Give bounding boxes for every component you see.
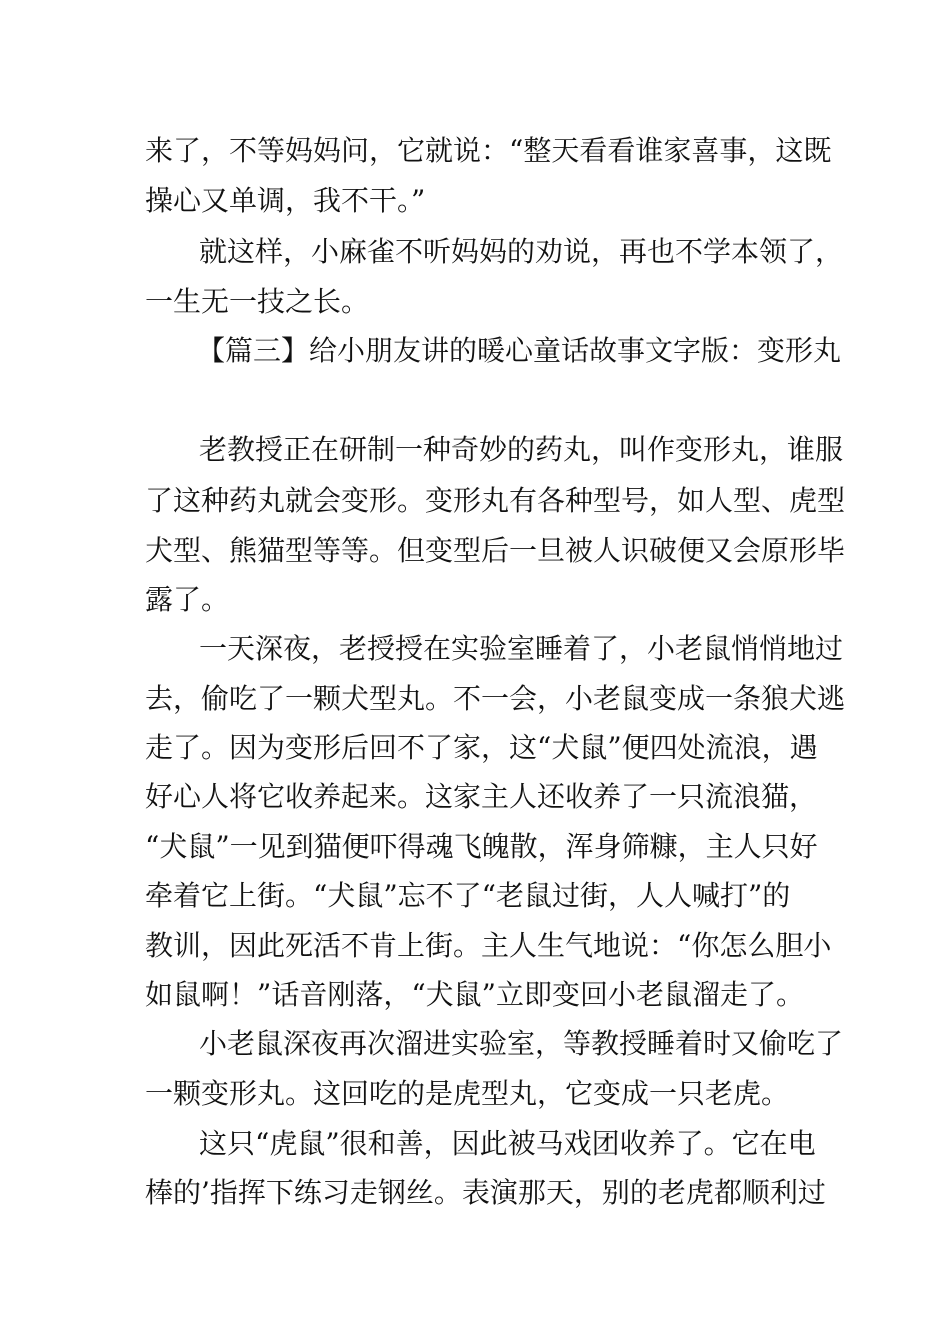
text-line: 露了。 [145,583,230,616]
text-line: 犬型、熊猫型等等。但变型后一旦被人识破便又会原形毕 [145,534,846,567]
text-line: 好心人将它收养起来。这家主人还收养了一只流浪猫， [145,780,818,813]
text-line: 老教授正在研制一种奇妙的药丸，叫作变形丸，谁服 [199,433,844,466]
text-line: 如鼠啊！”话音刚落，“犬鼠”立即变回小老鼠溜走了。 [145,978,804,1011]
text-line: “犬鼠”一见到猫便吓得魂飞魄散，浑身筛糠，主人只好 [145,830,818,863]
text-line: 小老鼠深夜再次溜进实验室，等教授睡着时又偷吃了 [199,1027,844,1060]
section-heading: 【篇三】给小朋友讲的暖心童话故事文字版：变形丸 [197,334,842,367]
text-line: 这只“虎鼠”很和善，因此被马戏团收养了。它在电 [199,1127,816,1160]
text-line: 了这种药丸就会变形。变形丸有各种型号，如人型、虎型 [145,484,846,517]
text-line: 走了。因为变形后回不了家，这“犬鼠”便四处流浪，遇 [145,731,818,764]
text-line: 棒的’指挥下练习走钢丝。表演那天，别的老虎都顺利过 [145,1176,826,1209]
text-line: 来了，不等妈妈问，它就说：“整天看看谁家喜事，这既 [145,134,832,167]
text-line: 操心又单调，我不干。” [145,184,426,217]
text-line: 一天深夜，老授授在实验室睡着了，小老鼠悄悄地过 [199,632,844,665]
text-line: 一颗变形丸。这回吃的是虎型丸，它变成一只老虎。 [145,1077,790,1110]
text-line: 就这样，小麻雀不听妈妈的劝说，再也不学本领了， [199,235,844,268]
text-line: 一生无一技之长。 [145,285,370,318]
text-line: 去，偷吃了一颗犬型丸。不一会，小老鼠变成一条狼犬逃 [145,682,846,715]
text-line: 牵着它上街。“犬鼠”忘不了“老鼠过街，人人喊打”的 [145,879,791,912]
text-line: 教训，因此死活不肯上街。主人生气地说：“你怎么胆小 [145,929,832,962]
